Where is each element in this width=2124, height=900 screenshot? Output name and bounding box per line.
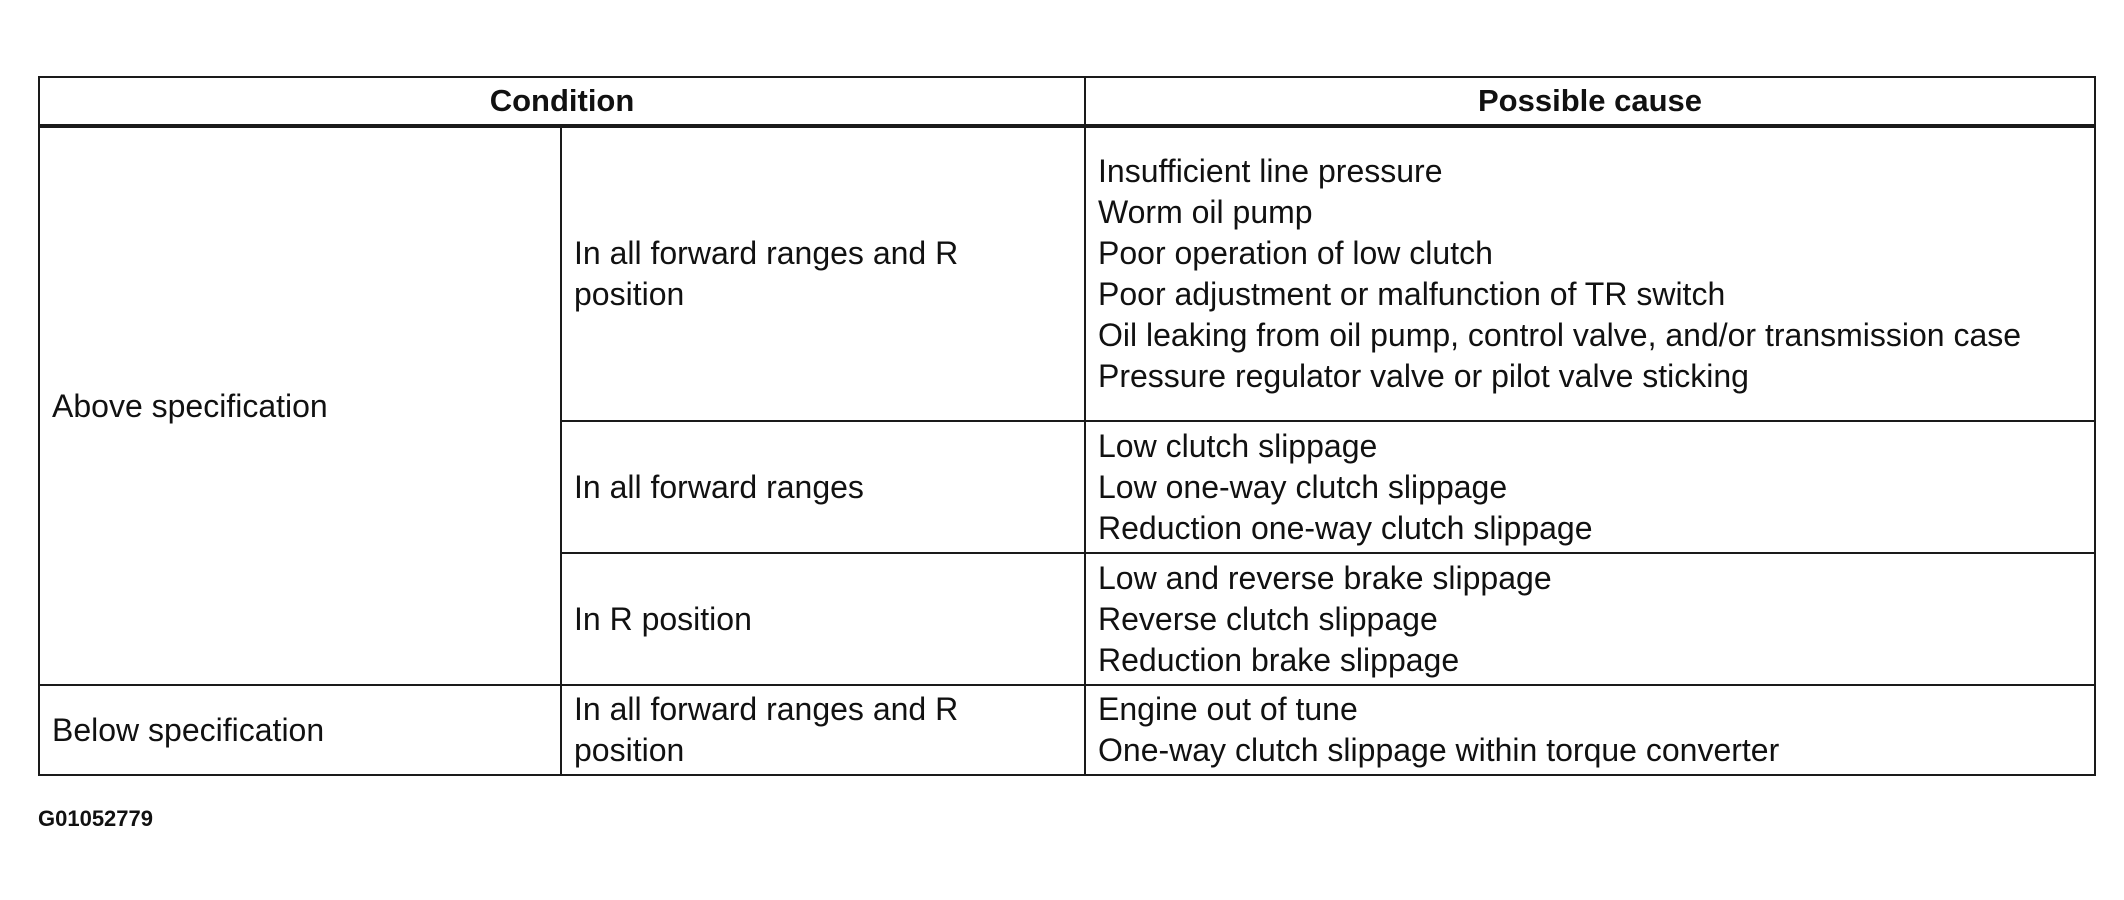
range-cell: In R position bbox=[561, 553, 1085, 685]
cause-item: Reduction brake slippage bbox=[1098, 641, 1460, 678]
header-condition: Condition bbox=[39, 77, 1085, 126]
cause-item: Engine out of tune bbox=[1098, 691, 1358, 727]
cause-item: Insufficient line pressure bbox=[1098, 153, 1443, 189]
cause-item: Reduction one-way clutch slippage bbox=[1098, 509, 1593, 546]
cause-cell bbox=[1085, 553, 2095, 685]
cause-item: Reverse clutch slippage bbox=[1098, 600, 1438, 637]
table-header-row bbox=[39, 77, 2095, 126]
cause-cell bbox=[1085, 685, 2095, 775]
cause-item: One-way clutch slippage within torque converter bbox=[1098, 732, 1780, 768]
range-cell: In all forward ranges bbox=[561, 421, 1085, 553]
cause-cell bbox=[1085, 126, 2095, 421]
cause-item: Poor adjustment or malfunction of TR switch bbox=[1098, 276, 1726, 312]
cause-item: Low and reverse brake slippage bbox=[1098, 559, 1552, 596]
cause-list bbox=[1098, 558, 2082, 681]
table-row bbox=[39, 685, 2095, 775]
cause-item: Low one-way clutch slippage bbox=[1098, 468, 1508, 505]
range-cell: In all forward ranges and R position bbox=[561, 126, 1085, 421]
condition-cell: Below specification bbox=[39, 685, 561, 775]
condition-cell: Above specification bbox=[39, 126, 561, 685]
cause-item: Low clutch slippage bbox=[1098, 427, 1378, 464]
cause-item: Worm oil pump bbox=[1098, 194, 1313, 230]
cause-list bbox=[1098, 426, 2082, 549]
cause-item: Pressure regulator valve or pilot valve sticking bbox=[1098, 358, 1749, 394]
cause-list bbox=[1098, 151, 2082, 397]
cause-item: Poor operation of low clutch bbox=[1098, 235, 1493, 271]
range-cell: In all forward ranges and R position bbox=[561, 685, 1085, 775]
diagnosis-table bbox=[38, 76, 2096, 776]
cause-item: Oil leaking from oil pump, control valve, and/or transmission case bbox=[1098, 317, 2022, 353]
header-possible-cause: Possible cause bbox=[1085, 77, 2095, 126]
cause-list bbox=[1098, 689, 2082, 771]
figure-id: G01052779 bbox=[38, 806, 153, 831]
table-row bbox=[39, 126, 2095, 421]
cause-cell bbox=[1085, 421, 2095, 553]
